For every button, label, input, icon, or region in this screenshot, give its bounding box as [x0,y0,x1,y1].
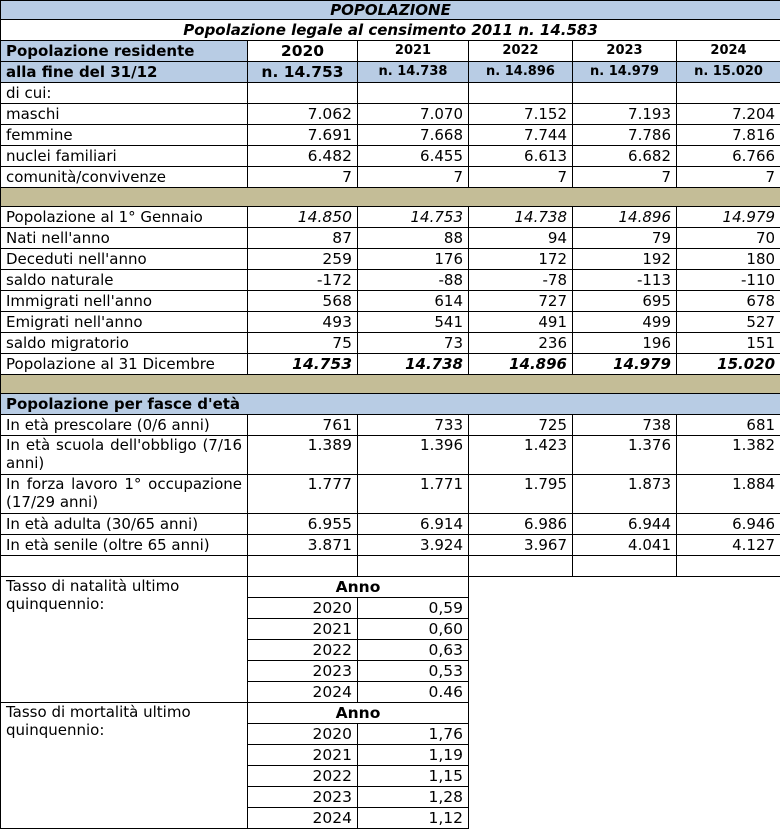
value-cell: 7.070 [358,104,469,125]
row-label: saldo naturale [1,270,248,291]
value-cell: 7.204 [677,104,780,125]
table-row [1,146,780,167]
value-cell: 14.896 [573,207,677,228]
mortality-rate: 1,19 [358,745,469,766]
value-cell: 1.795 [469,475,573,514]
row-label: maschi [1,104,248,125]
value-cell: -110 [677,270,780,291]
value-cell: 681 [677,415,780,436]
value-cell: 6.482 [248,146,358,167]
table-row [1,167,780,188]
value-cell: 94 [469,228,573,249]
value-cell: 14.850 [248,207,358,228]
value-cell: 14.979 [677,207,780,228]
row-label: Deceduti nell'anno [1,249,248,270]
value-cell: 1.771 [358,475,469,514]
value-cell: 7.691 [248,125,358,146]
row-label: saldo migratorio [1,333,248,354]
table-row [1,104,780,125]
section-title: POPOLAZIONE [1,1,780,20]
natality-rate: 0,59 [358,598,469,619]
mortality-rate: 1,12 [358,808,469,829]
row-label: Popolazione al 31 Dicembre [1,354,248,375]
table-row [1,514,780,535]
value-cell: 259 [248,249,358,270]
value-cell: 14.738 [469,207,573,228]
value-cell: 7 [469,167,573,188]
mortality-year: 2020 [248,724,358,745]
row-label: femmine [1,125,248,146]
value-cell: 4.127 [677,535,780,556]
value-cell: 6.766 [677,146,780,167]
value-cell: 493 [248,312,358,333]
value-cell: -88 [358,270,469,291]
table-row [1,291,780,312]
row-label: In forza lavoro 1° occupazione (17/29 anni) [1,475,248,514]
value-cell: 733 [358,415,469,436]
value-cell: 6.914 [358,514,469,535]
value-cell: 7.668 [358,125,469,146]
resident-label-2: alla fine del 31/12 [1,62,248,83]
value-cell: 695 [573,291,677,312]
value-cell: 15.020 [677,354,780,375]
table-row [1,228,780,249]
value-cell: 4.041 [573,535,677,556]
value-cell: 6.613 [469,146,573,167]
table-row [1,415,780,436]
value-cell: 1.423 [469,436,573,475]
row-label: In età senile (oltre 65 anni) [1,535,248,556]
mortality-year: 2024 [248,808,358,829]
value-cell: 6.955 [248,514,358,535]
value-cell: 499 [573,312,677,333]
natality-year: 2022 [248,640,358,661]
row-label: In età adulta (30/65 anni) [1,514,248,535]
row-label: Emigrati nell'anno [1,312,248,333]
value-cell: 1.376 [573,436,677,475]
natality-rate: 0.46 [358,682,469,703]
mortality-rate: 1,28 [358,787,469,808]
value-cell: 192 [573,249,677,270]
value-cell: 88 [358,228,469,249]
value-cell: 6.986 [469,514,573,535]
resident-label-1: Popolazione residente [1,41,248,62]
resident-total: n. 14.896 [469,62,573,83]
row-label: Popolazione al 1° Gennaio [1,207,248,228]
table-row [1,475,780,514]
value-cell: 14.738 [358,354,469,375]
value-cell: 678 [677,291,780,312]
year-header: 2022 [469,41,573,62]
natality-rate: 0,60 [358,619,469,640]
table-row [1,125,780,146]
value-cell: 3.967 [469,535,573,556]
value-cell: -113 [573,270,677,291]
value-cell: 6.944 [573,514,677,535]
value-cell: 196 [573,333,677,354]
table-row [1,354,780,375]
legal-population-title: Popolazione legale al censimento 2011 n. 14.583 [1,20,780,41]
natality-rate: 0,53 [358,661,469,682]
value-cell: 176 [358,249,469,270]
year-header: 2020 [248,41,358,62]
table-row [1,312,780,333]
year-header: 2023 [573,41,677,62]
value-cell: 7 [358,167,469,188]
mortality-anno-header: Anno [248,703,469,724]
value-cell: 70 [677,228,780,249]
value-cell: 14.753 [358,207,469,228]
natality-rate: 0,63 [358,640,469,661]
resident-total: n. 15.020 [677,62,780,83]
value-cell: 7.816 [677,125,780,146]
table-row [1,270,780,291]
natality-label: Tasso di natalità ultimo quinquennio: [1,577,248,703]
value-cell: 738 [573,415,677,436]
mortality-year: 2021 [248,745,358,766]
row-label: nuclei familiari [1,146,248,167]
row-label: Nati nell'anno [1,228,248,249]
table-row [1,333,780,354]
mortality-year: 2022 [248,766,358,787]
row-label: Immigrati nell'anno [1,291,248,312]
resident-total: n. 14.738 [358,62,469,83]
value-cell: -172 [248,270,358,291]
value-cell: 6.455 [358,146,469,167]
natality-year: 2023 [248,661,358,682]
natality-year: 2024 [248,682,358,703]
value-cell: 7.152 [469,104,573,125]
mortality-rate: 1,15 [358,766,469,787]
mortality-year: 2023 [248,787,358,808]
dicui-label: di cui: [1,83,248,104]
value-cell: 568 [248,291,358,312]
value-cell: 1.389 [248,436,358,475]
value-cell: 727 [469,291,573,312]
value-cell: 236 [469,333,573,354]
mortality-rate: 1,76 [358,724,469,745]
row-label: In età prescolare (0/6 anni) [1,415,248,436]
value-cell: 725 [469,415,573,436]
value-cell: 151 [677,333,780,354]
table-row [1,249,780,270]
value-cell: 491 [469,312,573,333]
section-divider [1,188,780,207]
value-cell: 3.924 [358,535,469,556]
row-label: In età scuola dell'obbligo (7/16 anni) [1,436,248,475]
row-label: comunità/convivenze [1,167,248,188]
year-header: 2024 [677,41,780,62]
value-cell: 1.873 [573,475,677,514]
value-cell: 1.884 [677,475,780,514]
value-cell: 7.744 [469,125,573,146]
value-cell: 87 [248,228,358,249]
resident-total: n. 14.979 [573,62,677,83]
value-cell: 7.062 [248,104,358,125]
value-cell: 614 [358,291,469,312]
value-cell: 172 [469,249,573,270]
table-row [1,535,780,556]
table-row [1,207,780,228]
value-cell: 7.786 [573,125,677,146]
natality-anno-header: Anno [248,577,469,598]
value-cell: 1.777 [248,475,358,514]
value-cell: 6.946 [677,514,780,535]
year-header: 2021 [358,41,469,62]
value-cell: -78 [469,270,573,291]
table-row [1,436,780,475]
value-cell: 1.382 [677,436,780,475]
value-cell: 14.896 [469,354,573,375]
value-cell: 6.682 [573,146,677,167]
age-section-title: Popolazione per fasce d'età [1,394,780,415]
value-cell: 541 [358,312,469,333]
resident-total: n. 14.753 [248,62,358,83]
mortality-label: Tasso di mortalità ultimo quinquennio: [1,703,248,829]
value-cell: 761 [248,415,358,436]
value-cell: 1.396 [358,436,469,475]
value-cell: 7.193 [573,104,677,125]
value-cell: 79 [573,228,677,249]
value-cell: 7 [677,167,780,188]
section-divider [1,375,780,394]
value-cell: 75 [248,333,358,354]
value-cell: 7 [248,167,358,188]
natality-year: 2020 [248,598,358,619]
value-cell: 73 [358,333,469,354]
value-cell: 3.871 [248,535,358,556]
value-cell: 7 [573,167,677,188]
value-cell: 527 [677,312,780,333]
value-cell: 180 [677,249,780,270]
value-cell: 14.753 [248,354,358,375]
value-cell: 14.979 [573,354,677,375]
natality-year: 2021 [248,619,358,640]
